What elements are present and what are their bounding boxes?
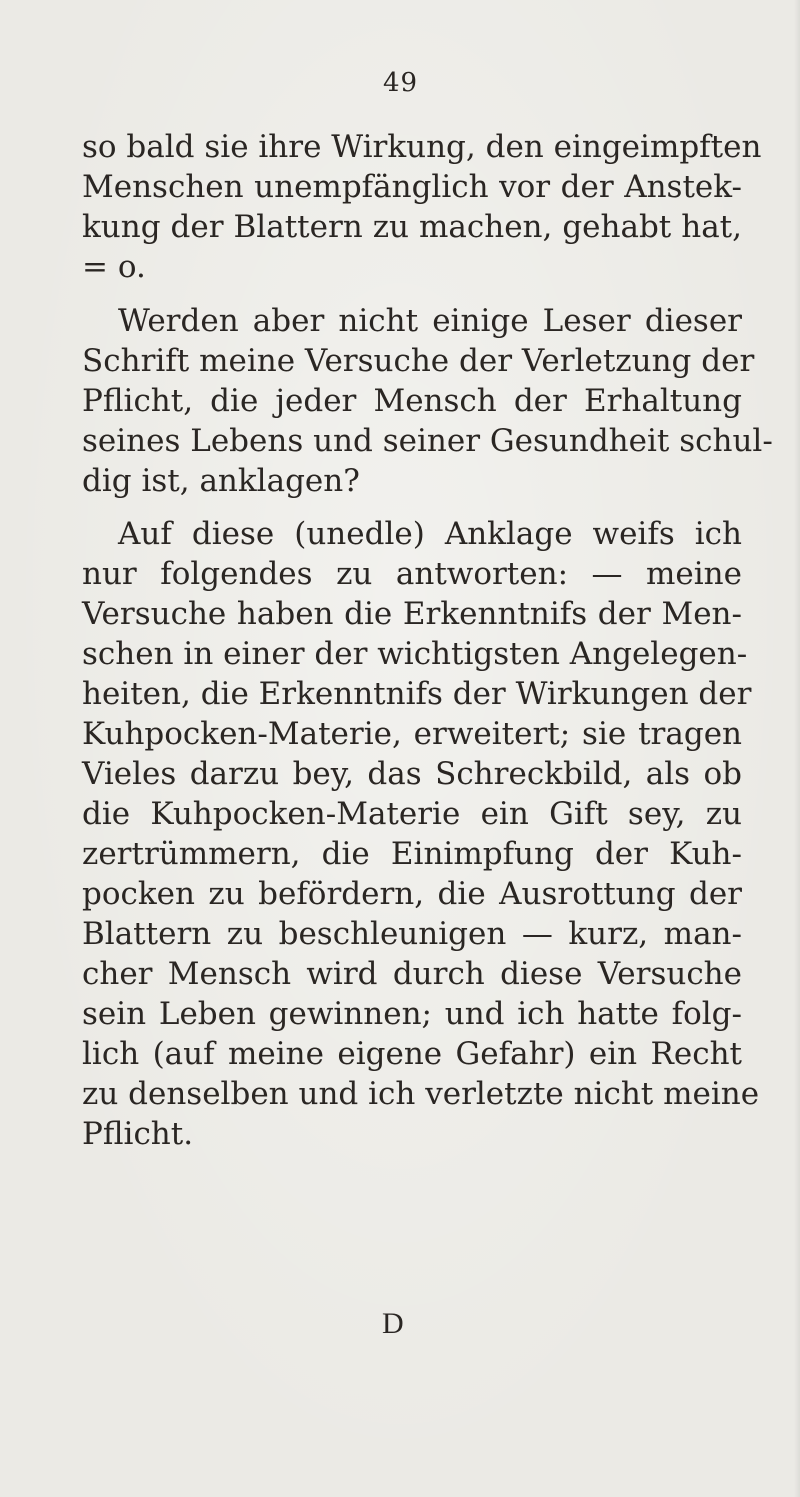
text-line: seines Lebens und seiner Gesundheit schul- — [82, 423, 773, 459]
paragraph-start-line: Auf diese (unedle) Anklage weifs ich — [118, 516, 742, 552]
text-line: Pflicht, die jeder Mensch der Erhaltung — [82, 383, 742, 419]
text-line: nur folgendes zu antworten: — meine — [82, 556, 742, 592]
text-line: Menschen unempfänglich vor der Anstek- — [82, 169, 742, 205]
text-line: dig ist, anklagen? — [82, 463, 360, 499]
text-line: so bald sie ihre Wirkung, den eingeimpften — [82, 129, 762, 165]
text-line: kung der Blattern zu machen, gehabt hat, — [82, 209, 742, 245]
text-line: Schrift meine Versuche der Verletzung der — [82, 343, 755, 379]
text-line: zu denselben und ich verletzte nicht meine — [82, 1076, 760, 1112]
text-line: lich (auf meine eigene Gefahr) ein Recht — [82, 1036, 742, 1072]
text-line: zertrümmern, die Einimpfung der Kuh- — [82, 836, 742, 872]
text-line: pocken zu befördern, die Ausrottung der — [82, 876, 742, 912]
paragraph-start-line: Werden aber nicht einige Leser dieser — [118, 303, 742, 339]
text-line: heiten, die Erkenntnifs der Wirkungen der — [82, 676, 752, 712]
text-line: schen in einer der wichtigsten Angelegen- — [82, 636, 748, 672]
text-line: sein Leben gewinnen; und ich hatte folg- — [82, 996, 742, 1032]
text-line: die Kuhpocken-Materie ein Gift sey, zu — [82, 796, 742, 832]
text-line: Kuhpocken-Materie, erweitert; sie tragen — [82, 716, 742, 752]
text-line: Pflicht. — [82, 1116, 194, 1152]
signature-mark: D — [382, 1307, 404, 1340]
text-line: Vieles darzu bey, das Schreckbild, als ob — [82, 756, 742, 792]
text-line: = o. — [82, 249, 146, 285]
text-line: Blattern zu beschleunigen — kurz, man- — [82, 916, 742, 952]
page-edge-shadow — [794, 0, 800, 1497]
text-line: cher Mensch wird durch diese Versuche — [82, 956, 742, 992]
text-line: Versuche haben die Erkenntnifs der Men- — [82, 596, 742, 632]
page-number: 49 — [383, 68, 419, 98]
